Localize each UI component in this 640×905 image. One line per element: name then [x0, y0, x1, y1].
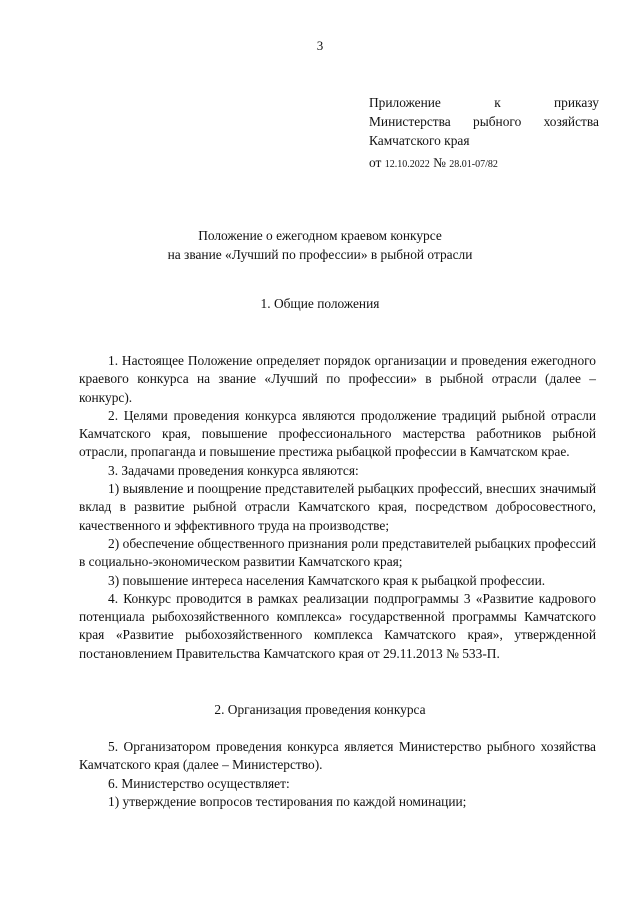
appendix-line-1 — [369, 93, 599, 112]
title-line-2: на звание «Лучший по профессии» в рыбной отрасли — [167, 247, 473, 262]
paragraph: 2) обеспечение общественного признания роли представителей рыбацких профессий в социально-экономическом развитии Камчатского края; — [79, 535, 596, 570]
page-number: 3 — [316, 38, 324, 53]
order-date: 12.10.2022 — [384, 159, 430, 170]
appendix-word-1: Приложение — [369, 95, 441, 110]
paragraph: 1. Настоящее Положение определяет порядок организации и проведения ежегодного краевого конкурса на звание «Лучший по профессии» в рыбной отрасли (далее – конкурс). — [79, 353, 596, 405]
order-prefix: от — [369, 155, 382, 170]
order-number-sign: № — [433, 155, 446, 170]
order-reference — [369, 153, 599, 174]
section-1-body — [79, 352, 596, 663]
paragraph: 6. Министерство осуществляет: — [108, 775, 290, 791]
appendix-line-3: Камчатского края — [369, 133, 470, 148]
paragraph: 3. Задачами проведения конкурса являются: — [108, 462, 359, 478]
paragraph: 2. Целями проведения конкурса являются продолжение традиций рыбной отрасли Камчатского края, повышение профессионального мастерства работников рыбной отрасли, пропаганда и повышение престижа рыбацкой профессии в Камчатском крае. — [79, 407, 596, 460]
paragraph: 4. Конкурс проводится в рамках реализации подпрограммы 3 «Развитие кадрового потенциала рыбохозяйственного комплекса» государственной программы Камчатского края «Развитие рыбохозяйственного комплекса Камчатского края», утвержденной постановлением Правительства Камчатского края от 29.11.2013 № 533-П. — [79, 590, 596, 661]
paragraph: 5. Организатором проведения конкурса является Министерство рыбного хозяйства Камчатского края (далее – Министерство). — [79, 739, 596, 773]
title-line-1: Положение о ежегодном краевом конкурсе — [198, 228, 442, 243]
appendix-line-2: Министерства рыбного хозяйства — [369, 114, 599, 129]
order-number: 28.01-07/82 — [449, 159, 498, 170]
appendix-word-3: приказу — [554, 95, 599, 110]
section-2-heading: 2. Организация проведения конкурса — [214, 702, 426, 717]
paragraph: 3) повышение интереса населения Камчатского края к рыбацкой профессии. — [108, 572, 546, 588]
paragraph: 1) утверждение вопросов тестирования по каждой номинации; — [108, 793, 467, 809]
section-1-heading: 1. Общие положения — [260, 296, 380, 311]
appendix-word-2: к — [494, 95, 501, 110]
section-2-body — [79, 738, 596, 811]
document-title — [0, 226, 640, 264]
paragraph: 1) выявление и поощрение представителей рыбацких профессий, внесших значимый вклад в развитие рыбной отрасли Камчатского края, посредством добросовестного, качественного и эффективного труда на производстве; — [79, 481, 596, 533]
appendix-block — [369, 93, 599, 174]
